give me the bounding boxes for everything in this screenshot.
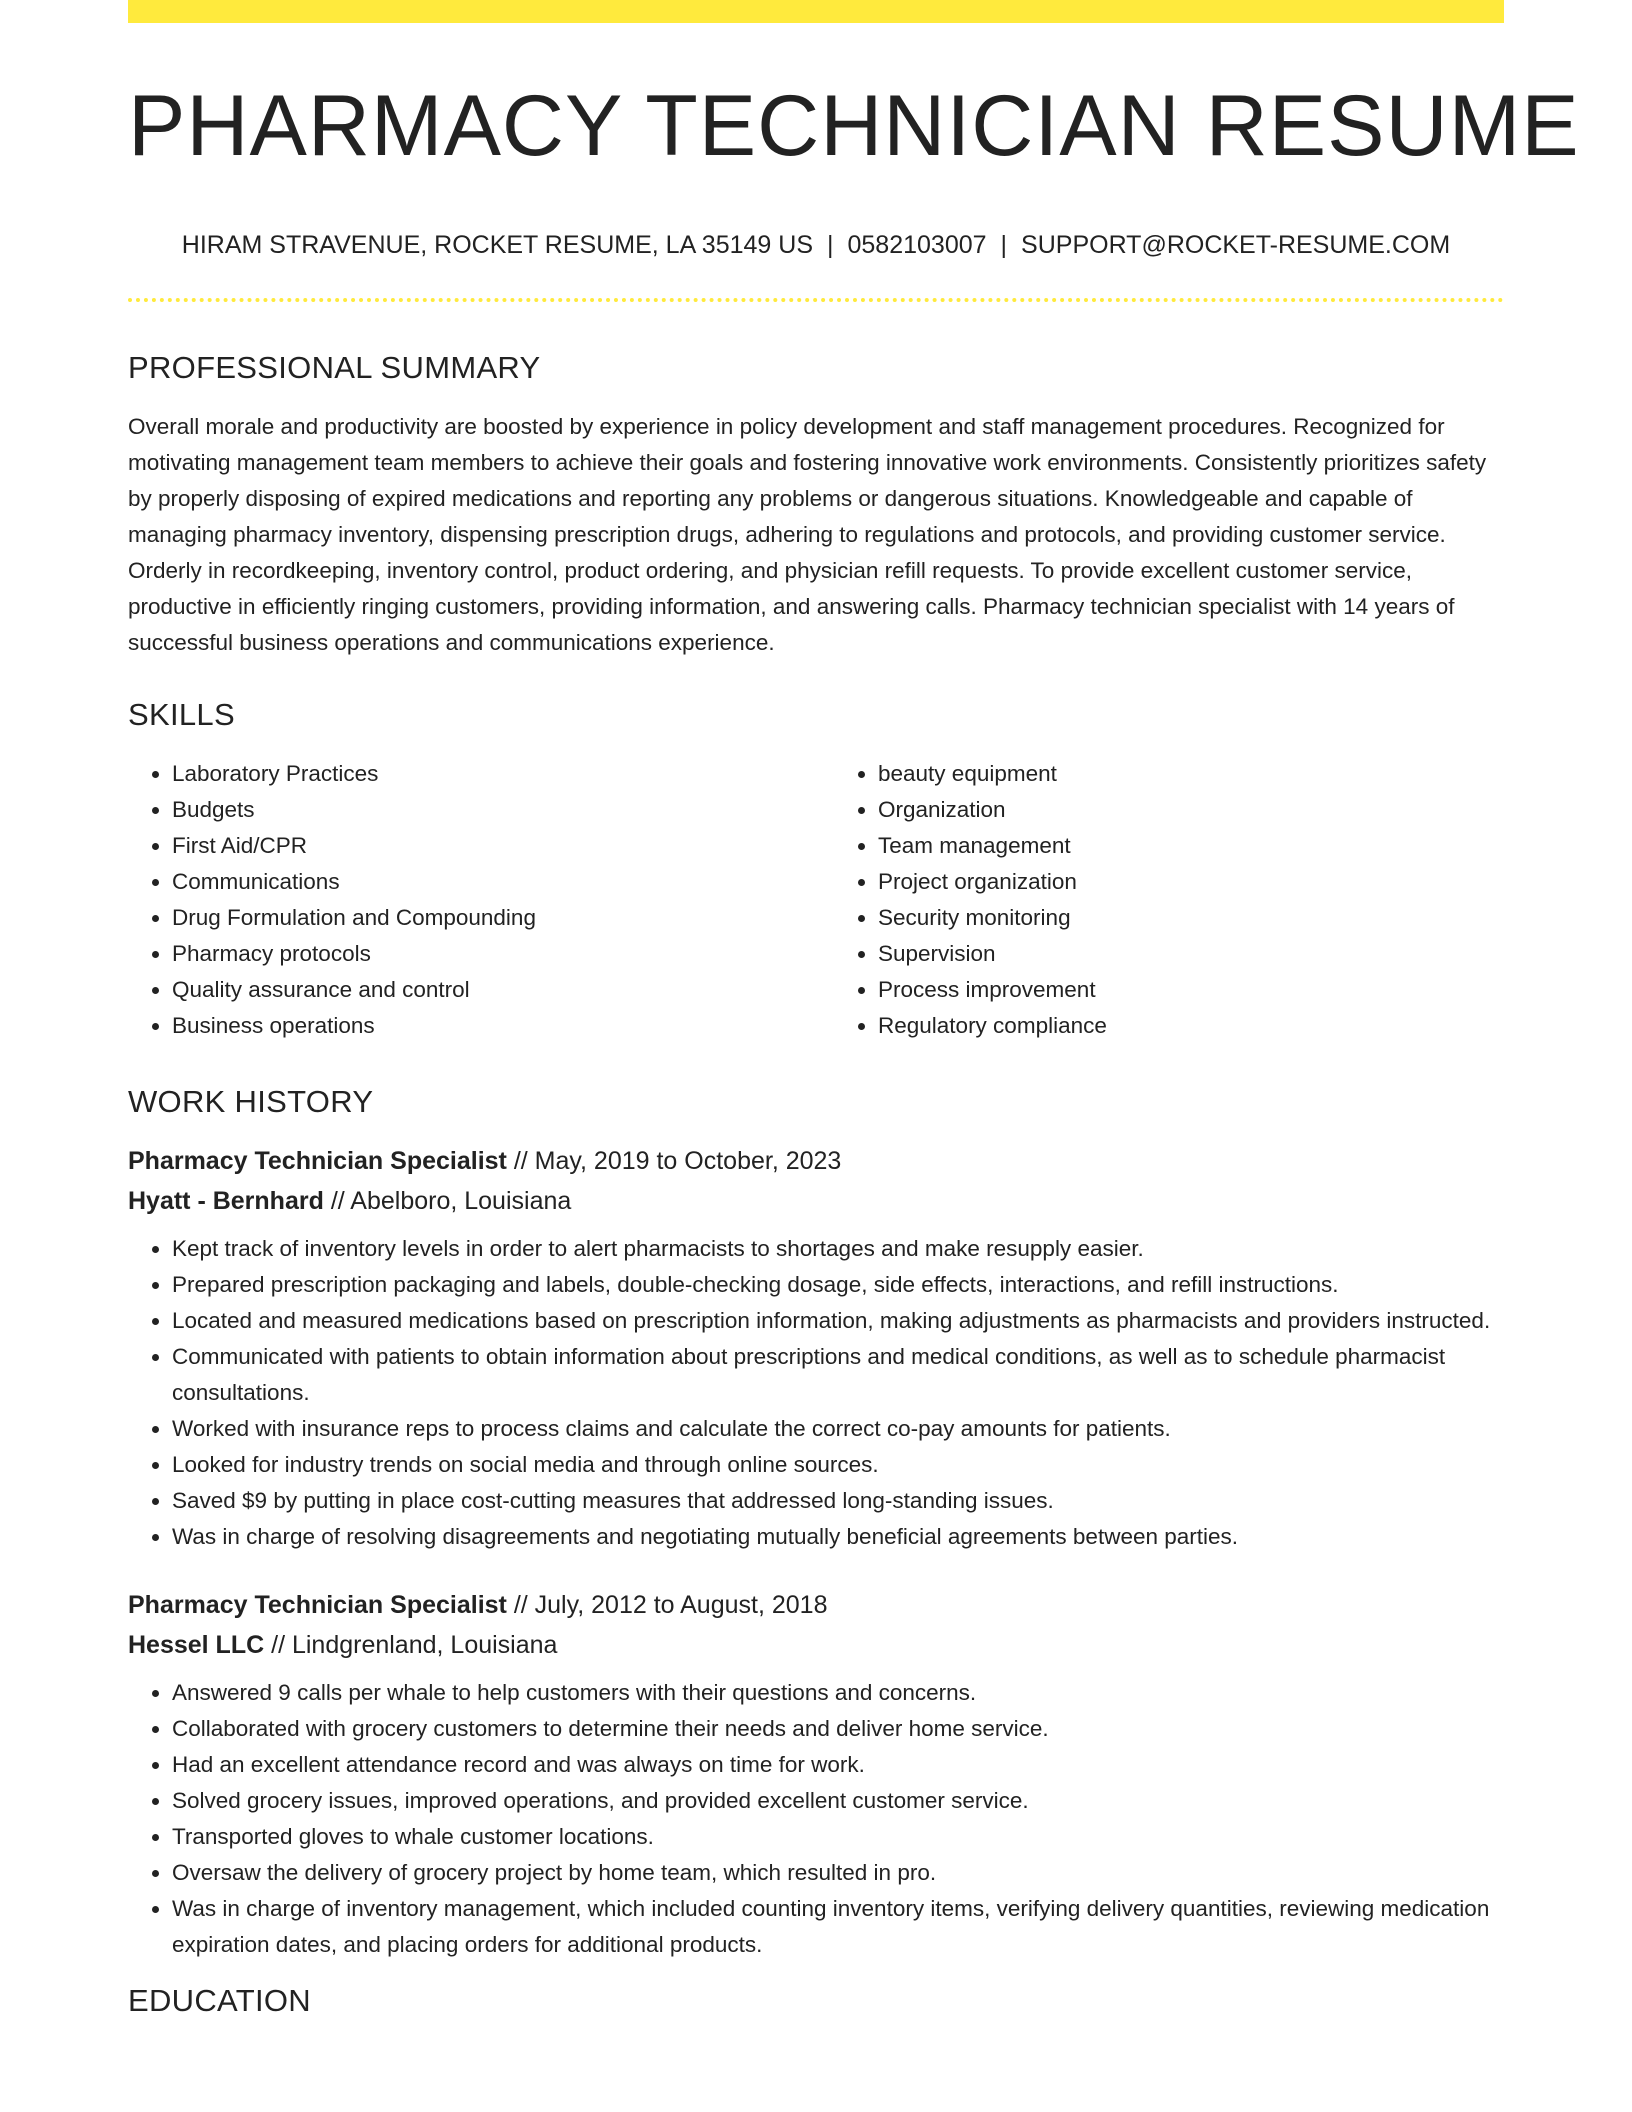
duty-item: • Transported gloves to whale customer locations. [172, 1819, 1504, 1855]
job-entry [128, 1585, 1504, 1963]
duty-item: • Solved grocery issues, improved operations, and provided excellent customer service. [172, 1783, 1504, 1819]
skills-heading: SKILLS [128, 697, 235, 732]
skill-item: • Budgets [172, 792, 798, 828]
duty-item: • Was in charge of resolving disagreements and negotiating mutually beneficial agreements between parties. [172, 1519, 1504, 1555]
duty-item: • Located and measured medications based on prescription information, making adjustments as pharmacists and providers instructed. [172, 1303, 1504, 1339]
job-company-line [128, 1181, 1504, 1221]
duty-item: • Communicated with patients to obtain information about prescriptions and medical conditions, as well as to schedule pharmacist consultations. [172, 1339, 1504, 1411]
duty-item: • Had an excellent attendance record and was always on time for work. [172, 1747, 1504, 1783]
skill-item: • Drug Formulation and Compounding [172, 900, 798, 936]
contact-email: SUPPORT@ROCKET-RESUME.COM [1021, 231, 1451, 259]
skills-list [128, 756, 1504, 1044]
skill-item: • Laboratory Practices [172, 756, 798, 792]
duty-item: • Saved $9 by putting in place cost-cutting measures that addressed long-standing issues. [172, 1483, 1504, 1519]
skill-item: • Organization [878, 792, 1504, 828]
skill-item: • Project organization [878, 864, 1504, 900]
skill-item: • Communications [172, 864, 798, 900]
duty-item: • Kept track of inventory levels in order to alert pharmacists to shortages and make resupply easier. [172, 1231, 1504, 1267]
contact-line [128, 233, 1504, 258]
skill-item: • beauty equipment [878, 756, 1504, 792]
contact-separator: | [1000, 231, 1008, 259]
skill-item: • First Aid/CPR [172, 828, 798, 864]
duty-item: • Was in charge of inventory management, which included counting inventory items, verifying delivery quantities, reviewing medication expiration dates, and placing orders for additional products. [172, 1891, 1504, 1963]
skill-item: • Team management [878, 828, 1504, 864]
skill-item: • Regulatory compliance [878, 1008, 1504, 1044]
summary-heading: PROFESSIONAL SUMMARY [128, 350, 541, 385]
duty-item: • Looked for industry trends on social media and through online sources. [172, 1447, 1504, 1483]
job-title-line [128, 1141, 1504, 1181]
summary-text: Overall morale and productivity are boosted by experience in policy development and staff management procedures. Recognized for motivating management team members to achieve their goals and fostering innovative work environments. Consistently prioritizes safety by properly disposing of expired medications and reporting any problems or dangerous situations. Knowledgeable and capable of managing pharmacy inventory, dispensing prescription drugs, adhering to regulations and protocols, and providing customer service. Orderly in recordkeeping, inventory control, product ordering, and physician refill requests. To provide excellent customer service, productive in efficiently ringing customers, providing information, and answering calls. Pharmacy technician specialist with 14 years of successful business operations and communications experience. [128, 414, 1487, 655]
top-accent-bar [128, 0, 1504, 23]
skill-item: • Business operations [172, 1008, 798, 1044]
dotted-divider [128, 298, 1504, 302]
resume-title: PHARMACY TECHNICIAN RESUME [128, 78, 1580, 174]
contact-phone: 0582103007 [847, 231, 987, 259]
contact-address: HIRAM STRAVENUE, ROCKET RESUME, LA 35149 US [181, 231, 813, 259]
job-duties [128, 1675, 1504, 1963]
duty-item: • Collaborated with grocery customers to determine their needs and deliver home service. [172, 1711, 1504, 1747]
job-company: Hyatt - Bernhard [128, 1187, 324, 1215]
duty-item: • Oversaw the delivery of grocery project by home team, which resulted in pro. [172, 1855, 1504, 1891]
job-location: // Lindgrenland, Louisiana [264, 1631, 558, 1659]
skills-column-right [798, 756, 1504, 1044]
resume-page [128, 0, 1580, 2018]
job-title-line [128, 1585, 1504, 1625]
job-title: Pharmacy Technician Specialist [128, 1591, 507, 1619]
skill-item: • Supervision [878, 936, 1504, 972]
job-dates: // May, 2019 to October, 2023 [506, 1147, 842, 1175]
job-location: // Abelboro, Louisiana [323, 1187, 572, 1215]
job-dates: // July, 2012 to August, 2018 [506, 1591, 828, 1619]
contact-separator: | [827, 231, 834, 259]
duty-item: • Answered 9 calls per whale to help customers with their questions and concerns. [172, 1675, 1504, 1711]
duty-item: • Worked with insurance reps to process claims and calculate the correct co-pay amounts for patients. [172, 1411, 1504, 1447]
job-company: Hessel LLC [128, 1631, 265, 1659]
skills-column-left [128, 756, 798, 1044]
skill-item: • Process improvement [878, 972, 1504, 1008]
job-duties [128, 1231, 1504, 1555]
skill-item: • Quality assurance and control [172, 972, 798, 1008]
job-entry [128, 1141, 1504, 1555]
education-heading: EDUCATION [128, 1983, 311, 2018]
skill-item: • Security monitoring [878, 900, 1504, 936]
job-title: Pharmacy Technician Specialist [128, 1147, 507, 1175]
job-company-line [128, 1625, 1504, 1665]
duty-item: • Prepared prescription packaging and labels, double-checking dosage, side effects, interactions, and refill instructions. [172, 1267, 1504, 1303]
skill-item: • Pharmacy protocols [172, 936, 798, 972]
work-history-heading: WORK HISTORY [128, 1084, 374, 1119]
